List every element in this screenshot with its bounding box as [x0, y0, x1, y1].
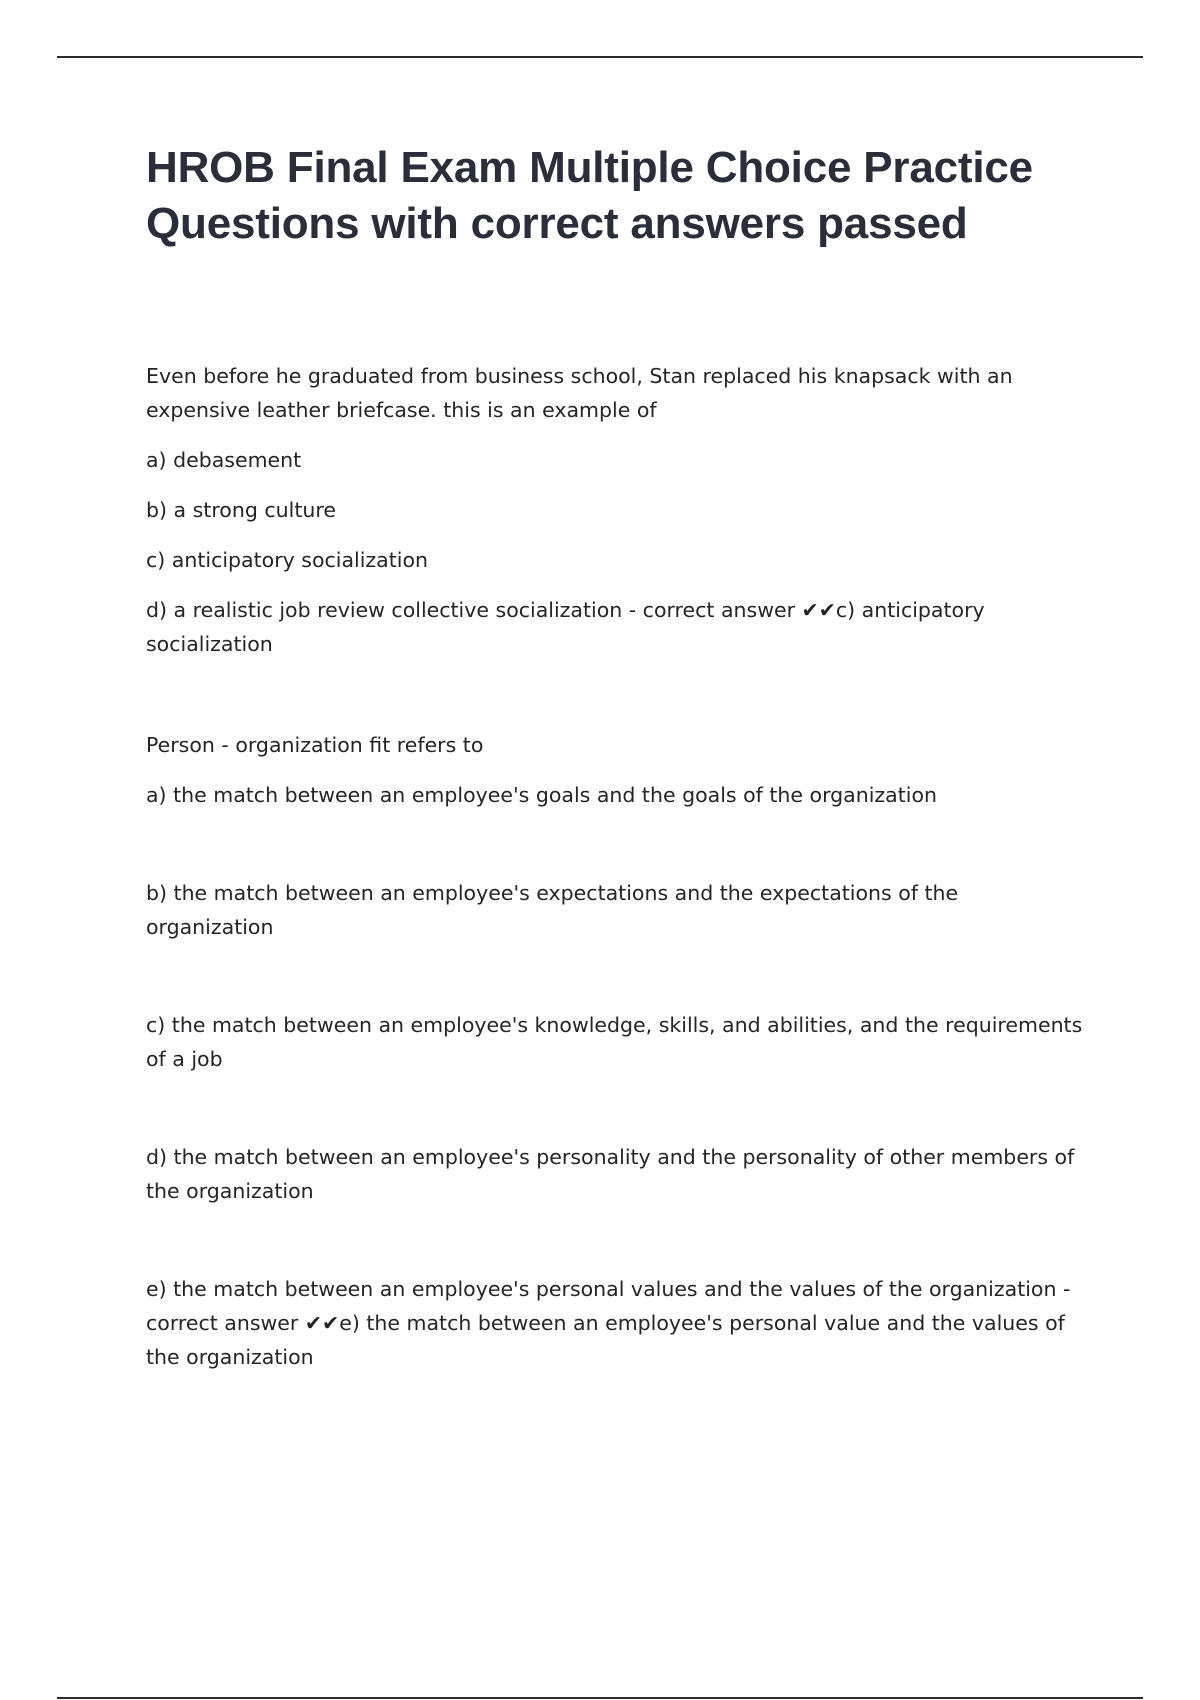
question-2	[146, 728, 1086, 1374]
answer-option: b) the match between an employee's expectations and the expectations of the organization	[146, 881, 959, 939]
bottom-divider	[57, 1697, 1143, 1699]
top-divider	[57, 56, 1143, 58]
answer-option: b) a strong culture	[146, 498, 336, 522]
question-prompt: Person - organization fit refers to	[146, 733, 484, 757]
answer-option: d) the match between an employee's personality and the personality of other members of the organization	[146, 1145, 1075, 1203]
page-title: HROB Final Exam Multiple Choice Practice Questions with correct answers passed	[146, 143, 1033, 248]
question-1	[146, 359, 1086, 661]
answer-option: c) the match between an employee's knowledge, skills, and abilities, and the requirements of a job	[146, 1013, 1083, 1071]
answer-option: a) the match between an employee's goals and the goals of the organization	[146, 783, 938, 807]
answer-option-with-correct-answer: e) the match between an employee's personal values and the values of the organization - correct answer ✔✔e) the match between an employee's personal value and the values of the organization	[146, 1277, 1071, 1369]
document-body	[146, 140, 1086, 1374]
question-prompt: Even before he graduated from business school, Stan replaced his knapsack with an expensive leather briefcase. this is an example of	[146, 364, 1013, 422]
answer-option-with-correct-answer: d) a realistic job review collective socialization - correct answer ✔✔c) anticipatory socialization	[146, 598, 985, 656]
answer-option: c) anticipatory socialization	[146, 548, 429, 572]
answer-option: a) debasement	[146, 448, 302, 472]
